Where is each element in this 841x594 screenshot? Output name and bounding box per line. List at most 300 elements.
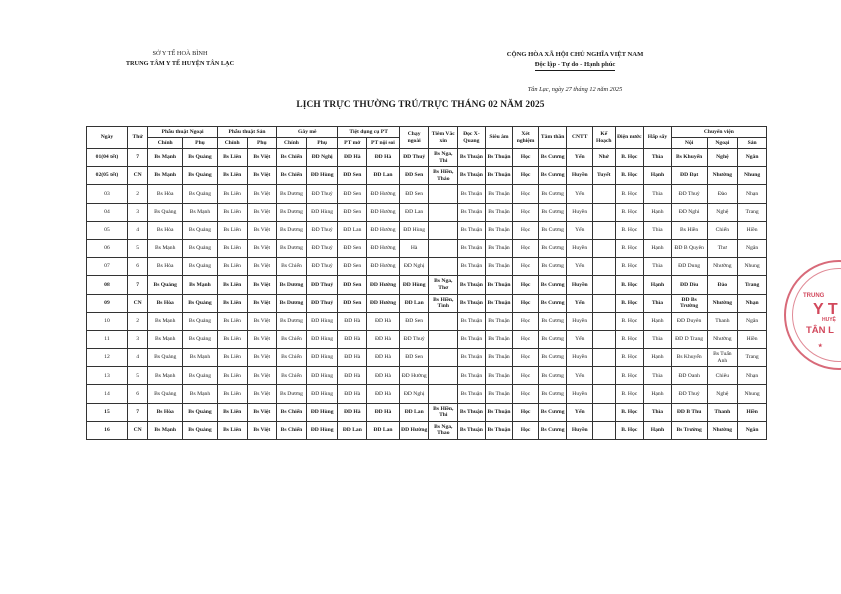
table-cell bbox=[593, 294, 615, 312]
table-cell: 16 bbox=[87, 421, 128, 439]
col-pt-noi-soi: PT nội soi bbox=[367, 138, 400, 149]
col-ke-hoach: Kế Hoạch bbox=[593, 127, 615, 149]
col-noi: Nội bbox=[671, 138, 707, 149]
table-cell: Bs Nga, Thi bbox=[429, 149, 458, 167]
table-cell: Bs Thuận bbox=[458, 149, 486, 167]
table-cell: Bs Mạnh bbox=[148, 367, 183, 385]
table-cell: Bs Quảng bbox=[183, 149, 218, 167]
table-cell: Bs Chiến bbox=[277, 149, 307, 167]
table-cell bbox=[593, 239, 615, 257]
table-cell: ĐD Thuỷ bbox=[399, 149, 429, 167]
table-cell: CN bbox=[127, 421, 147, 439]
table-cell: Bs Thuận bbox=[485, 367, 513, 385]
table-cell: Bs Quảng bbox=[183, 312, 218, 330]
table-cell: Bs Việt bbox=[247, 403, 277, 421]
table-cell: Bs Liên bbox=[217, 349, 247, 367]
table-cell: Bs Quảng bbox=[148, 349, 183, 367]
table-cell: ĐD Sen bbox=[338, 203, 367, 221]
col-chinh: Chính bbox=[217, 138, 247, 149]
table-cell: ĐD Hường bbox=[367, 203, 400, 221]
table-cell: Bs Chiến bbox=[277, 421, 307, 439]
table-cell: Hạnh bbox=[644, 385, 672, 403]
table-cell: ĐD Hà bbox=[338, 349, 367, 367]
table-cell: ĐD Hường bbox=[367, 221, 400, 239]
table-cell: Bs Mạnh bbox=[183, 385, 218, 403]
table-cell: B. Học bbox=[615, 312, 644, 330]
table-cell: B. Học bbox=[615, 203, 644, 221]
table-cell: ĐD Sen bbox=[338, 294, 367, 312]
table-cell: Học bbox=[513, 203, 539, 221]
table-cell: CN bbox=[127, 294, 147, 312]
table-cell: ĐD Sen bbox=[399, 349, 429, 367]
table-row bbox=[87, 294, 767, 312]
table-row bbox=[87, 167, 767, 185]
table-cell: B. Học bbox=[615, 330, 644, 348]
table-cell: Nhung bbox=[738, 167, 767, 185]
table-cell bbox=[593, 276, 615, 294]
table-cell: ĐD Sen bbox=[338, 185, 367, 203]
table-cell: Học bbox=[513, 258, 539, 276]
table-cell bbox=[593, 349, 615, 367]
table-cell: Hiền bbox=[738, 403, 767, 421]
table-cell: Bs Nga, Thơ bbox=[429, 276, 458, 294]
table-cell: Bs Quảng bbox=[183, 330, 218, 348]
col-ngoai: Ngoại bbox=[707, 138, 738, 149]
table-cell: Chiêu bbox=[707, 367, 738, 385]
table-cell: Bs Việt bbox=[247, 203, 277, 221]
table-cell: Yến bbox=[567, 330, 593, 348]
table-cell: Ngân bbox=[738, 239, 767, 257]
table-cell: B. Học bbox=[615, 239, 644, 257]
col-san: Sản bbox=[738, 138, 767, 149]
table-cell: Bs Hiền bbox=[671, 221, 707, 239]
table-cell bbox=[429, 330, 458, 348]
table-cell: Bs Cương bbox=[538, 221, 567, 239]
table-cell bbox=[593, 312, 615, 330]
table-cell: Hạnh bbox=[644, 239, 672, 257]
table-cell: B. Học bbox=[615, 185, 644, 203]
center-name: TRUNG TÂM Y TẾ HUYỆN TÂN LẠC bbox=[125, 60, 235, 67]
table-cell: Hạnh bbox=[644, 421, 672, 439]
table-cell: ĐD Dìu bbox=[671, 276, 707, 294]
table-cell: Bs Việt bbox=[247, 185, 277, 203]
table-cell: Bs Quảng bbox=[148, 385, 183, 403]
table-cell: Học bbox=[513, 349, 539, 367]
table-cell: Bs Mạnh bbox=[183, 276, 218, 294]
table-cell: Bs Thuận bbox=[485, 294, 513, 312]
stamp-text: HUYỆ bbox=[822, 317, 836, 323]
table-cell: Trang bbox=[738, 349, 767, 367]
table-cell: Học bbox=[513, 421, 539, 439]
table-cell: Bs Chiến bbox=[277, 330, 307, 348]
table-cell: ĐD Hà bbox=[338, 385, 367, 403]
table-cell: Bs Thuận bbox=[458, 203, 486, 221]
table-cell: 12 bbox=[87, 349, 128, 367]
table-cell: Thìa bbox=[644, 258, 672, 276]
table-cell bbox=[429, 349, 458, 367]
table-cell: ĐD Đạt bbox=[671, 167, 707, 185]
col-chinh: Chính bbox=[148, 138, 183, 149]
table-cell: Bs Cương bbox=[538, 239, 567, 257]
col-tiem-vac-xin: Tiêm Vắc xin bbox=[429, 127, 458, 149]
table-cell: Bs Việt bbox=[247, 294, 277, 312]
table-cell: 11 bbox=[87, 330, 128, 348]
table-cell: Hạnh bbox=[644, 203, 672, 221]
table-cell: 06 bbox=[87, 239, 128, 257]
table-cell bbox=[429, 258, 458, 276]
col-dien-nuoc: Điện nước bbox=[615, 127, 644, 149]
table-cell: Yến bbox=[567, 258, 593, 276]
table-cell: Bs Thuận bbox=[485, 258, 513, 276]
table-cell: Thìa bbox=[644, 221, 672, 239]
table-cell: Trang bbox=[738, 203, 767, 221]
table-cell: Nhạn bbox=[738, 294, 767, 312]
table-cell: ĐD Hà bbox=[367, 330, 400, 348]
table-cell: ĐD Hùng bbox=[306, 403, 338, 421]
table-cell: B. Học bbox=[615, 258, 644, 276]
table-cell: ĐD Hùng bbox=[306, 167, 338, 185]
table-cell: ĐD Sen bbox=[338, 239, 367, 257]
table-cell: 08 bbox=[87, 276, 128, 294]
table-cell: Thìa bbox=[644, 403, 672, 421]
table-cell: Chiến bbox=[707, 221, 738, 239]
table-cell: Bs Thuận bbox=[458, 367, 486, 385]
table-cell: Bs Liên bbox=[217, 258, 247, 276]
table-cell: Bs Hiền, Thi bbox=[429, 403, 458, 421]
table-row bbox=[87, 185, 767, 203]
table-cell: ĐD Hùng bbox=[306, 349, 338, 367]
table-cell: Bs Cương bbox=[538, 203, 567, 221]
table-cell: Bs Quảng bbox=[148, 203, 183, 221]
table-cell: Bs Cương bbox=[538, 294, 567, 312]
table-cell: Bs Thuận bbox=[485, 185, 513, 203]
table-cell: Yến bbox=[567, 149, 593, 167]
table-cell: Huyền bbox=[567, 312, 593, 330]
table-cell: ĐD Nghị bbox=[306, 149, 338, 167]
table-cell: Bs Cương bbox=[538, 185, 567, 203]
table-cell bbox=[593, 185, 615, 203]
table-cell: 4 bbox=[127, 349, 147, 367]
table-cell: ĐD Hà bbox=[338, 330, 367, 348]
table-cell: Bs Cương bbox=[538, 367, 567, 385]
stamp-text: TÂN L bbox=[806, 325, 834, 336]
national-title: CỘNG HÒA XÃ HỘI CHỦ NGHĨA VIỆT NAM bbox=[506, 51, 644, 58]
table-cell: ĐD Hùng bbox=[306, 367, 338, 385]
table-cell: Học bbox=[513, 149, 539, 167]
table-cell: Thìa bbox=[644, 185, 672, 203]
table-cell: Học bbox=[513, 312, 539, 330]
table-cell: Bs Thuận bbox=[458, 385, 486, 403]
table-cell: ĐD Thuỷ bbox=[306, 185, 338, 203]
table-cell: Bs Thuận bbox=[458, 276, 486, 294]
table-cell: Bs Cương bbox=[538, 149, 567, 167]
col-phu: Phụ bbox=[306, 138, 338, 149]
table-cell: Học bbox=[513, 403, 539, 421]
table-cell: Bs Thuận bbox=[485, 149, 513, 167]
page-title: LỊCH TRỰC THƯỜNG TRÚ/TRỰC THÁNG 02 NĂM 2025 bbox=[296, 100, 545, 110]
table-cell: ĐD Hường bbox=[367, 258, 400, 276]
table-cell bbox=[593, 421, 615, 439]
table-cell: Bs Thuận bbox=[485, 203, 513, 221]
table-row bbox=[87, 403, 767, 421]
table-cell: 05 bbox=[87, 221, 128, 239]
table-cell: Bs Thuận bbox=[458, 221, 486, 239]
table-cell: 6 bbox=[127, 258, 147, 276]
table-cell: Bs Liên bbox=[217, 149, 247, 167]
table-cell: Huyền bbox=[567, 203, 593, 221]
table-cell: Bs Liên bbox=[217, 221, 247, 239]
table-cell: Bs Cương bbox=[538, 276, 567, 294]
table-cell: Bs Dương bbox=[277, 276, 307, 294]
table-cell: Bs Việt bbox=[247, 149, 277, 167]
table-cell: CN bbox=[127, 167, 147, 185]
table-cell: Đào bbox=[707, 185, 738, 203]
table-cell: Bs Liên bbox=[217, 385, 247, 403]
table-cell: 5 bbox=[127, 367, 147, 385]
table-cell: 14 bbox=[87, 385, 128, 403]
table-cell: Bs Thuận bbox=[485, 421, 513, 439]
table-cell: Bs Thuận bbox=[485, 167, 513, 185]
table-cell: Bs Việt bbox=[247, 349, 277, 367]
table-cell: Bs Quảng bbox=[183, 185, 218, 203]
table-cell: Bs Quảng bbox=[183, 258, 218, 276]
table-cell: Huyền bbox=[567, 385, 593, 403]
table-cell: Bs Thuận bbox=[485, 239, 513, 257]
table-cell: Học bbox=[513, 276, 539, 294]
table-cell: ĐD Hường bbox=[367, 294, 400, 312]
table-cell: ĐD Hà bbox=[338, 312, 367, 330]
table-cell: Bs Thuận bbox=[458, 349, 486, 367]
table-cell: Bs Thuận bbox=[485, 221, 513, 239]
table-cell: 02(05 tết) bbox=[87, 167, 128, 185]
table-cell: B. Học bbox=[615, 167, 644, 185]
table-cell: ĐD Nghi bbox=[671, 203, 707, 221]
table-cell: Bs Dương bbox=[277, 294, 307, 312]
table-cell: Bs Mạnh bbox=[148, 312, 183, 330]
table-cell: Bs Thuận bbox=[458, 330, 486, 348]
table-cell: Bs Cương bbox=[538, 312, 567, 330]
table-cell: ĐD Sen bbox=[399, 185, 429, 203]
table-cell: ĐD Thuỷ bbox=[399, 330, 429, 348]
col-chinh: Chính bbox=[277, 138, 307, 149]
table-cell: Trang bbox=[738, 276, 767, 294]
table-cell: ĐD D Trang bbox=[671, 330, 707, 348]
table-row bbox=[87, 276, 767, 294]
table-cell: Hà bbox=[399, 239, 429, 257]
table-cell: Bs Hòa bbox=[148, 294, 183, 312]
table-cell: Bs Thuận bbox=[485, 330, 513, 348]
table-cell: Bs Thuận bbox=[485, 349, 513, 367]
table-cell: ĐD Hùng bbox=[306, 330, 338, 348]
table-cell: Bs Thuận bbox=[485, 312, 513, 330]
table-cell: ĐD Hà bbox=[338, 149, 367, 167]
table-cell: Nhạn bbox=[738, 185, 767, 203]
table-cell: ĐD Thuỷ bbox=[306, 294, 338, 312]
table-cell: Huyền bbox=[567, 239, 593, 257]
table-cell: Nhung bbox=[738, 258, 767, 276]
table-cell bbox=[593, 367, 615, 385]
table-cell: ĐD Hường bbox=[399, 421, 429, 439]
table-cell: Bs Liên bbox=[217, 239, 247, 257]
table-cell: ĐD Hùng bbox=[399, 276, 429, 294]
table-cell: Bs Thuận bbox=[458, 185, 486, 203]
table-cell: Bs Dương bbox=[277, 239, 307, 257]
table-cell: Huyền bbox=[567, 276, 593, 294]
table-cell: Hiền bbox=[738, 330, 767, 348]
table-cell: Học bbox=[513, 330, 539, 348]
table-cell: 15 bbox=[87, 403, 128, 421]
stamp-text: Y T bbox=[813, 301, 838, 318]
table-cell bbox=[429, 185, 458, 203]
table-cell: Hiền bbox=[738, 221, 767, 239]
table-row bbox=[87, 203, 767, 221]
table-cell: Yến bbox=[567, 185, 593, 203]
table-cell: Yến bbox=[567, 367, 593, 385]
table-cell: Bs Nga, Thao bbox=[429, 421, 458, 439]
table-cell: Bs Việt bbox=[247, 239, 277, 257]
table-cell: Bs Việt bbox=[247, 167, 277, 185]
table-cell: Bs Việt bbox=[247, 330, 277, 348]
table-cell: Bs Tuấn Anh bbox=[707, 349, 738, 367]
table-row bbox=[87, 221, 767, 239]
table-row bbox=[87, 367, 767, 385]
col-pt-mo: PT mở bbox=[338, 138, 367, 149]
table-cell: Bs Mạnh bbox=[148, 167, 183, 185]
table-cell: Nhường bbox=[707, 167, 738, 185]
table-cell: 7 bbox=[127, 149, 147, 167]
col-sieu-am: Siêu âm bbox=[485, 127, 513, 149]
table-cell: ĐD B Quyên bbox=[671, 239, 707, 257]
table-cell: Bs Việt bbox=[247, 276, 277, 294]
table-cell: Bs Liên bbox=[217, 276, 247, 294]
department-name: SỞ Y TẾ HOÀ BÌNH bbox=[152, 50, 208, 57]
table-cell: Yến bbox=[567, 294, 593, 312]
table-cell: Bs Việt bbox=[247, 221, 277, 239]
table-cell: Bs Hòa bbox=[148, 258, 183, 276]
table-cell: Bs Mạnh bbox=[148, 330, 183, 348]
table-cell: Bs Hòa bbox=[148, 185, 183, 203]
table-cell bbox=[429, 385, 458, 403]
table-cell: Hạnh bbox=[644, 349, 672, 367]
table-cell: ĐD Hà bbox=[367, 312, 400, 330]
table-cell: Hạnh bbox=[644, 167, 672, 185]
table-cell: Thìa bbox=[644, 330, 672, 348]
table-cell: Bs Thuận bbox=[485, 385, 513, 403]
table-cell: Yến bbox=[567, 221, 593, 239]
table-cell: 4 bbox=[127, 221, 147, 239]
table-row bbox=[87, 385, 767, 403]
table-cell: Bs Liên bbox=[217, 312, 247, 330]
table-cell: Thư bbox=[707, 239, 738, 257]
table-cell: Bs Thuận bbox=[485, 403, 513, 421]
table-cell: ĐD Thuỷ bbox=[671, 385, 707, 403]
table-cell: ĐD Thuỷ bbox=[671, 185, 707, 203]
table-cell bbox=[593, 203, 615, 221]
table-cell: B. Học bbox=[615, 385, 644, 403]
table-cell bbox=[429, 367, 458, 385]
table-cell: Thanh bbox=[707, 312, 738, 330]
table-cell: ĐD Dung bbox=[671, 258, 707, 276]
table-cell: Bs Quảng bbox=[183, 403, 218, 421]
table-cell: ĐD B Thu bbox=[671, 403, 707, 421]
col-doc-x-quang: Đọc X-Quang bbox=[458, 127, 486, 149]
table-cell: ĐD Nghị bbox=[399, 258, 429, 276]
table-cell: 7 bbox=[127, 276, 147, 294]
table-cell: Bs Dương bbox=[277, 312, 307, 330]
table-cell: Bs Liên bbox=[217, 403, 247, 421]
col-hap-say: Hấp sấy bbox=[644, 127, 672, 149]
table-cell: Bs Việt bbox=[247, 367, 277, 385]
table-cell: 07 bbox=[87, 258, 128, 276]
table-cell: Ngân bbox=[738, 149, 767, 167]
table-cell: ĐD Hà bbox=[338, 367, 367, 385]
schedule-body bbox=[87, 149, 767, 440]
table-cell: Huyền bbox=[567, 421, 593, 439]
col-tiet-dung-cu: Tiệt dụng cụ PT bbox=[338, 127, 399, 138]
table-cell: Thìa bbox=[644, 149, 672, 167]
table-cell: Bs Khuyến bbox=[671, 349, 707, 367]
col-xet-nghiem: Xét nghiệm bbox=[513, 127, 539, 149]
table-cell: Yến bbox=[567, 403, 593, 421]
table-cell: Bs Liên bbox=[217, 330, 247, 348]
table-cell: ĐD Sen bbox=[338, 276, 367, 294]
table-cell: Bs Liên bbox=[217, 367, 247, 385]
table-cell: 6 bbox=[127, 385, 147, 403]
table-cell: B. Học bbox=[615, 421, 644, 439]
table-cell: Nhạn bbox=[738, 367, 767, 385]
table-cell: ĐD Lan bbox=[367, 421, 400, 439]
table-cell: Bs Việt bbox=[247, 421, 277, 439]
table-cell: Học bbox=[513, 367, 539, 385]
table-cell: 03 bbox=[87, 185, 128, 203]
table-cell: Bs Việt bbox=[247, 312, 277, 330]
table-cell: Ngân bbox=[738, 312, 767, 330]
table-cell: Đào bbox=[707, 276, 738, 294]
table-cell: 10 bbox=[87, 312, 128, 330]
table-cell: Bs Mạnh bbox=[183, 349, 218, 367]
table-cell: Bs Thuận bbox=[458, 294, 486, 312]
table-cell: ĐD Nghị bbox=[399, 385, 429, 403]
table-cell: Nhung bbox=[738, 385, 767, 403]
table-cell: Bs Dương bbox=[277, 203, 307, 221]
table-cell: Bs Chiến bbox=[277, 167, 307, 185]
table-cell: ĐD Bs Trường bbox=[671, 294, 707, 312]
table-cell: 2 bbox=[127, 312, 147, 330]
table-cell: B. Học bbox=[615, 294, 644, 312]
national-motto: Độc lập - Tự do - Hạnh phúc bbox=[535, 60, 616, 71]
table-cell: ĐD Lan bbox=[338, 421, 367, 439]
table-cell: ĐD Hường bbox=[367, 276, 400, 294]
col-cntt: CNTT bbox=[567, 127, 593, 149]
table-cell: B. Học bbox=[615, 349, 644, 367]
table-cell: Thanh bbox=[707, 403, 738, 421]
col-gay-me: Gây mê bbox=[277, 127, 338, 138]
table-row bbox=[87, 349, 767, 367]
table-cell: 3 bbox=[127, 330, 147, 348]
table-cell: Nghệ bbox=[707, 385, 738, 403]
table-cell: 09 bbox=[87, 294, 128, 312]
table-cell: Nghệ bbox=[707, 203, 738, 221]
table-cell: Bs Cương bbox=[538, 349, 567, 367]
table-cell: Thìa bbox=[644, 294, 672, 312]
table-row bbox=[87, 421, 767, 439]
table-cell: Bs Hòa bbox=[148, 403, 183, 421]
stamp-text: TRUNG bbox=[803, 293, 825, 299]
table-cell: Ngân bbox=[738, 421, 767, 439]
table-cell: Hạnh bbox=[644, 312, 672, 330]
table-cell bbox=[593, 385, 615, 403]
table-cell: Học bbox=[513, 239, 539, 257]
